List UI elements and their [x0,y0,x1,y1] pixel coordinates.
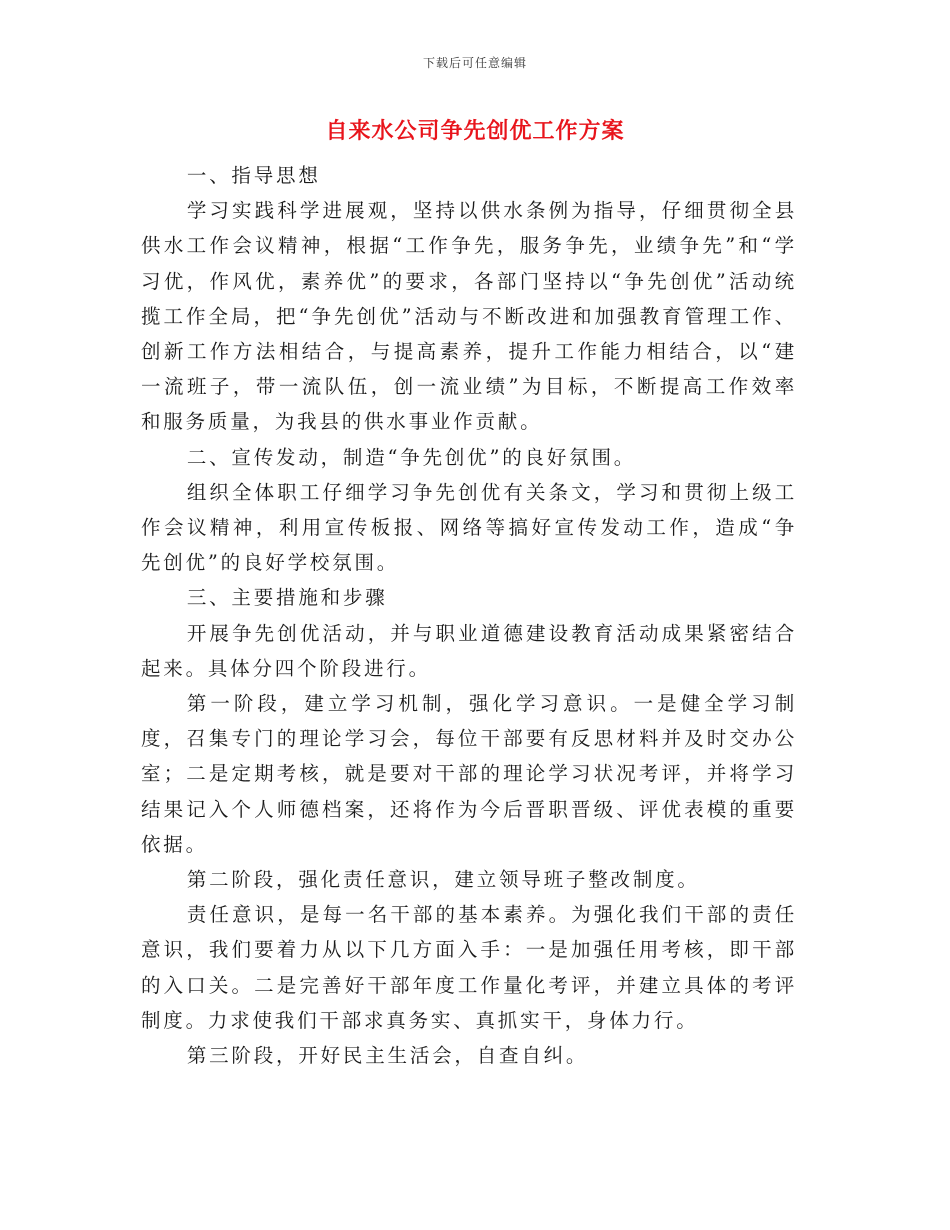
paragraph-stage-three-heading: 第三阶段，开好民主生活会，自查自纠。 [186,1044,589,1068]
paragraph-publicity: 组织全体职工仔细学习争先创优有关条文，学习和贯彻上级工作会议精神，利用宣传板报、网络等搞好宣传发动工作，造成“争先创优”的良好学校氛围。 [141,480,797,575]
paragraph-stage-two: 责任意识，是每一名干部的基本素养。为强化我们干部的责任意识，我们要着力从以下几方面入手：一是加强任用考核，即干部的入口关。二是完善好干部年度工作量化考评，并建立具体的考评制度。力求使我们干部求真务实、真抓实干，身体力行。 [141,903,797,1032]
paragraph-guiding-ideology: 学习实践科学进展观，坚持以供水条例为指导，仔细贯彻全县供水工作会议精神，根据“工作争先，服务争先，业绩争先”和“学习优，作风优，素养优”的要求，各部门坚持以“争先创优”活动统揽工作全局，把“争先创优”活动与不断改进和加强教育管理工作、创新工作方法相结合，与提高素养，提升工作能力相结合，以“建一流班子，带一流队伍，创一流业绩”为目标，不断提高工作效率和服务质量，为我县的供水事业作贡献。 [141,199,797,434]
section-heading-measures: 三、主要措施和步骤 [186,586,388,610]
paragraph-stage-one: 第一阶段，建立学习机制，强化学习意识。一是健全学习制度，召集专门的理论学习会，每位干部要有反思材料并及时交办公室；二是定期考核，就是要对干部的理论学习状况考评，并将学习结果记入个人师德档案，还将作为今后晋职晋级、评优表模的重要依据。 [141,692,797,856]
section-heading-guiding-ideology: 一、指导思想 [186,164,321,187]
document-title: 自来水公司争先创优工作方案 [325,119,625,144]
paragraph-stage-two-heading: 第二阶段，强化责任意识，建立领导班子整改制度。 [186,868,700,892]
document-body [141,158,797,1073]
section-heading-publicity: 二、宣传发动，制造“争先创优”的良好氛围。 [186,445,637,469]
header-note: 下载后可任意编辑 [422,56,527,70]
paragraph-measures-intro: 开展争先创优活动，并与职业道德建设教育活动成果紧密结合起来。具体分四个阶段进行。 [141,621,797,680]
